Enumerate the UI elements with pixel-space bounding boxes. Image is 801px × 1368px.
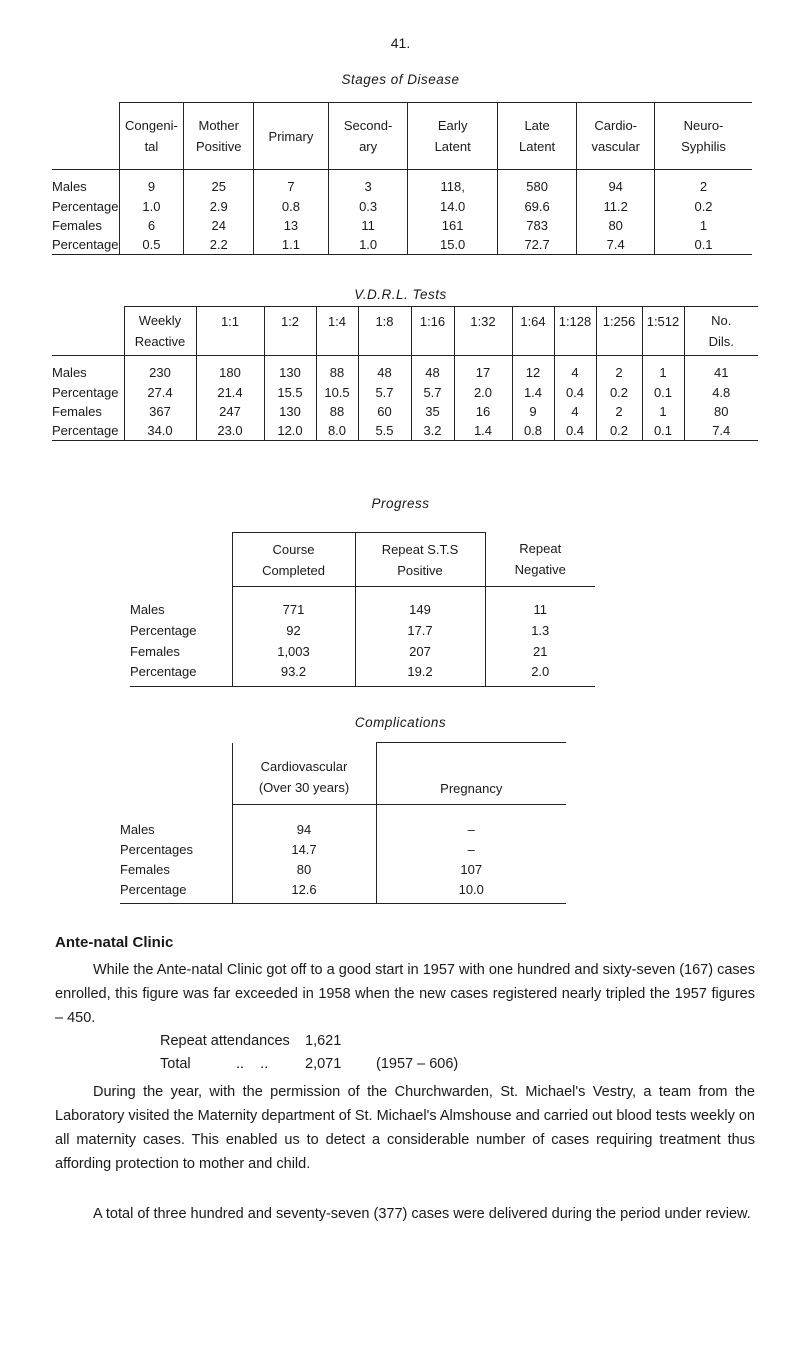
complications-title: Complications: [354, 715, 447, 730]
vdrl-corner: [52, 307, 124, 356]
total-label: Total: [160, 1056, 191, 1072]
stages-header: Second- ary: [328, 103, 408, 170]
table-row: Percentage 92 17.7 1.3: [130, 620, 595, 641]
progress-title: Progress: [371, 496, 430, 511]
table-row: Percentage 0.5 2.2 1.1 1.0 15.0 72.7 7.4 0.1: [52, 235, 752, 255]
stages-header: Late Latent: [497, 103, 577, 170]
table-row: Females 80 107: [120, 860, 566, 880]
stages-header: Primary: [254, 103, 329, 170]
complications-header: Cardiovascular (Over 30 years): [232, 743, 376, 805]
total-note: (1957 – 606): [376, 1056, 459, 1072]
vdrl-header: 1:64: [512, 307, 554, 356]
progress-table: [130, 532, 595, 687]
stages-header: Mother Positive: [184, 103, 254, 170]
vdrl-header: 1:2: [264, 307, 316, 356]
stages-title: Stages of Disease: [341, 72, 460, 87]
total-dots: .. ..: [236, 1056, 269, 1072]
vdrl-header: 1:1: [196, 307, 264, 356]
table-row: Percentages 14.7 –: [120, 840, 566, 860]
table-row: Percentage 1.0 2.9 0.8 0.3 14.0 69.6 11.2 0.2: [52, 198, 713, 214]
stages-header: Congeni- tal: [119, 103, 184, 170]
vdrl-header: 1:4: [316, 307, 358, 356]
table-row: Males 771 149 11: [130, 587, 595, 620]
vdrl-title: V.D.R.L. Tests: [354, 287, 447, 302]
table-row: Females 367 247 130 88 60 35 16 9 4 2 1 80: [52, 403, 729, 419]
total-value: 2,071: [305, 1056, 342, 1072]
progress-header: Course Completed: [232, 533, 355, 587]
progress-corner: [130, 533, 232, 587]
section-heading: Ante-natal Clinic: [55, 934, 174, 951]
progress-header: Repeat S.T.S Positive: [355, 533, 485, 587]
stages-header: Cardio- vascular: [577, 103, 655, 170]
table-row: Percentage 34.0 23.0 12.0 8.0 5.5 3.2 1.4 0.8 0.4 0.2 0.1 7.4: [52, 421, 758, 441]
paragraph: While the Ante-natal Clinic got off to a good start in 1957 with one hundred and sixty-seven (167) cases enrolled, this figure was far exceeded in 1958 when the new cases registered nearly tripled the 1957 figures – 450.: [55, 962, 755, 1026]
vdrl-header: 1:8: [358, 307, 411, 356]
vdrl-header: 1:32: [454, 307, 512, 356]
stages-header: Neuro- Syphilis: [655, 103, 752, 170]
table-row: Percentage 27.4 21.4 15.5 10.5 5.7 5.7 2.0 1.4 0.4 0.2 0.1 4.8: [52, 384, 731, 400]
table-row: Females 1,003 207 21: [130, 641, 595, 662]
vdrl-table: [52, 306, 758, 441]
table-row: Males 230 180 130 88 48 48 17 12 4 2 1 41: [52, 356, 758, 383]
stages-corner: [52, 103, 119, 170]
repeat-attendances-value: 1,621: [305, 1033, 342, 1049]
table-row: Percentage 93.2 19.2 2.0: [130, 662, 595, 687]
complications-header: Pregnancy: [376, 743, 566, 805]
complications-table: [120, 742, 566, 904]
page-number: 41.: [390, 35, 411, 51]
vdrl-header: 1:128: [554, 307, 596, 356]
vdrl-header: 1:256: [596, 307, 642, 356]
stages-table: [52, 102, 752, 255]
vdrl-header: 1:512: [642, 307, 684, 356]
paragraph: A total of three hundred and seventy-seven (377) cases were delivered during the period under review.: [93, 1206, 751, 1222]
table-row: Females 6 24 13 11 161 783 80 1: [52, 217, 708, 233]
table-row: Males 94 –: [120, 805, 566, 840]
vdrl-header: No. Dils.: [684, 307, 758, 356]
progress-header: Repeat Negative: [485, 533, 595, 587]
vdrl-header: 1:16: [411, 307, 454, 356]
paragraph: During the year, with the permission of the Churchwarden, St. Michael's Vestry, a team from the Laboratory visited the Maternity department of St. Michael's Almshouse and carried out blood tests weekly on all maternity cases. This enabled us to detect a considerable number of cases requiring treatment thus affording protection to mother and child.: [55, 1084, 755, 1172]
repeat-attendances-label: Repeat attendances: [160, 1033, 290, 1049]
table-row: Males 9 25 7 3 118, 580 94 2: [52, 170, 752, 197]
complications-corner: [120, 743, 232, 805]
stages-header: Early Latent: [408, 103, 497, 170]
table-row: Percentage 12.6 10.0: [120, 880, 566, 904]
vdrl-header: Weekly Reactive: [124, 307, 196, 356]
